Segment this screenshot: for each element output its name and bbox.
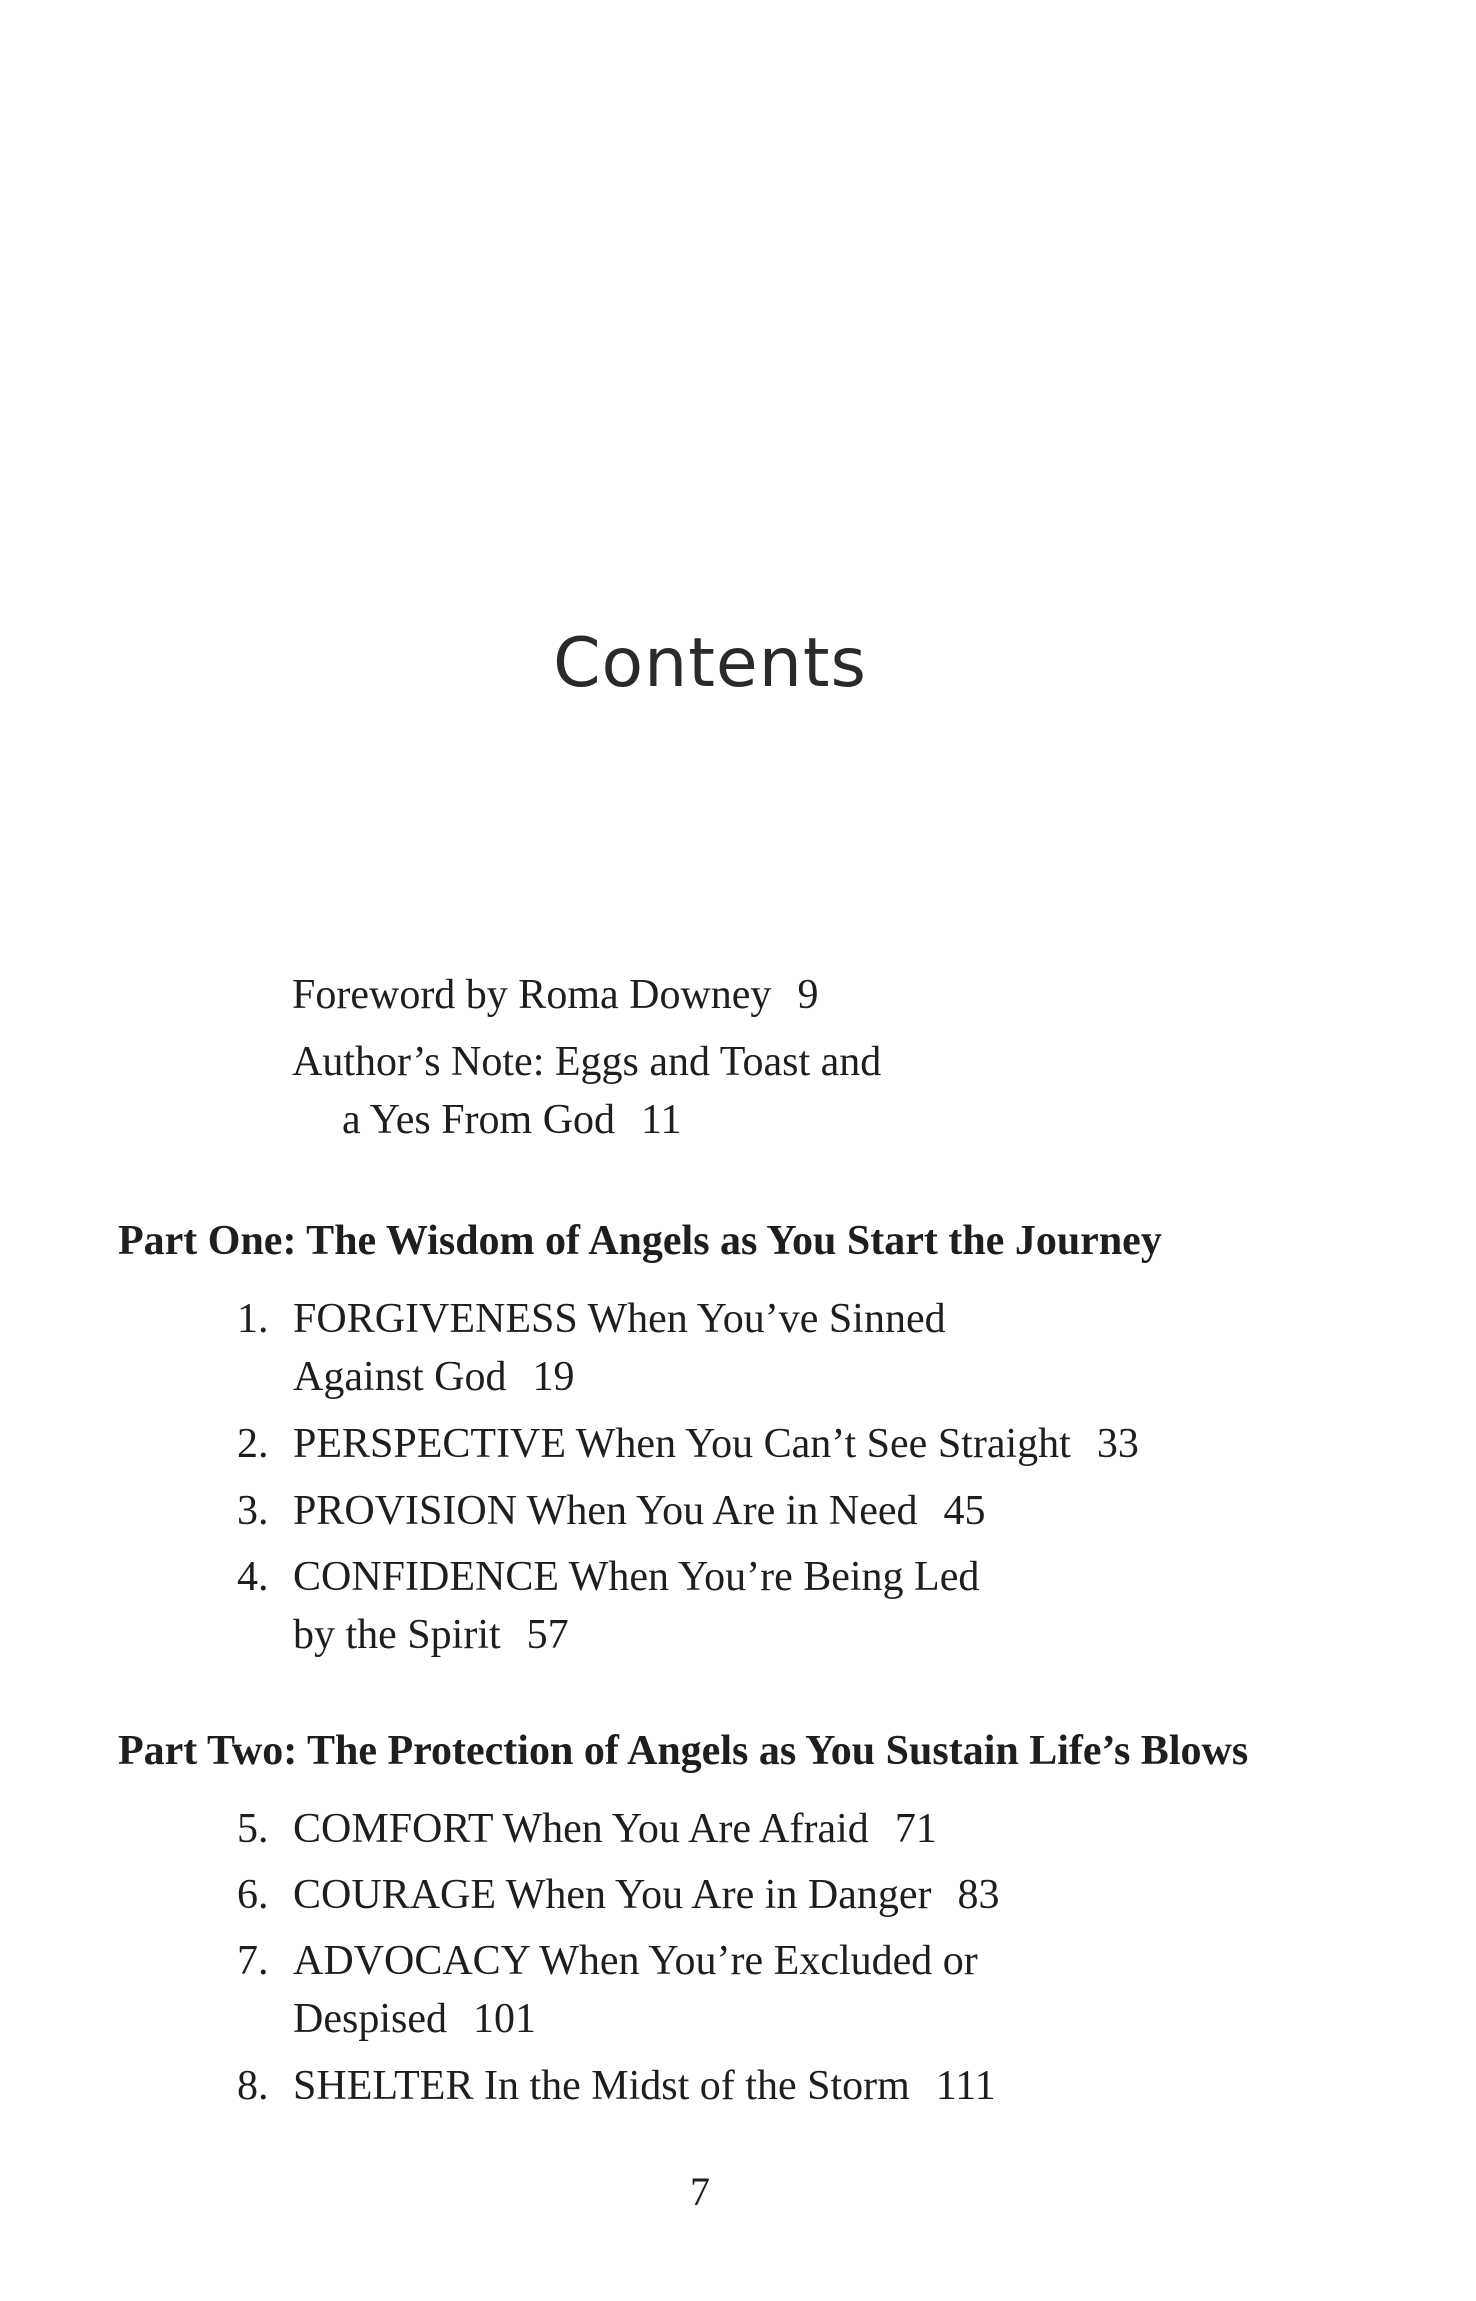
chapter-number: 8. <box>237 2063 269 2109</box>
entry-page-number: 83 <box>957 1872 1000 1918</box>
toc-entry-authors-note-continued[interactable] <box>342 1091 682 1149</box>
toc-entry-chapter-2[interactable] <box>237 1415 1139 1473</box>
toc-entry-authors-note[interactable] <box>292 1033 881 1091</box>
chapter-number: 2. <box>237 1421 269 1467</box>
entry-page-number: 33 <box>1096 1421 1139 1467</box>
entry-page-number: 111 <box>935 2063 996 2109</box>
part-heading-one: Part One: The Wisdom of Angels as You Start the Journey <box>118 1218 1162 1264</box>
toc-entry-chapter-8[interactable] <box>237 2057 996 2115</box>
entry-title: COMFORT When You Are Afraid <box>293 1806 869 1852</box>
entry-title-continued: Despised <box>293 1996 447 2042</box>
page-title: Contents <box>553 624 867 703</box>
entry-title: COURAGE When You Are in Danger <box>293 1872 932 1918</box>
part-heading-two: Part Two: The Protection of Angels as You Sustain Life’s Blows <box>118 1728 1249 1774</box>
chapter-number: 3. <box>237 1488 269 1534</box>
entry-title: Foreword by Roma Downey <box>292 972 772 1018</box>
toc-entry-chapter-3[interactable] <box>237 1482 986 1540</box>
entry-title: FORGIVENESS When You’ve Sinned <box>293 1296 946 1342</box>
entry-title: PERSPECTIVE When You Can’t See Straight <box>293 1421 1071 1467</box>
entry-page-number: 71 <box>894 1806 937 1852</box>
chapter-number: 6. <box>237 1872 269 1918</box>
entry-title-continued: by the Spirit <box>293 1612 501 1658</box>
toc-entry-chapter-5[interactable] <box>237 1800 937 1858</box>
toc-entry-chapter-7-continued[interactable] <box>293 1990 536 2048</box>
entry-title: Author’s Note: Eggs and Toast and <box>292 1039 882 1085</box>
toc-entry-chapter-6[interactable] <box>237 1866 1000 1924</box>
toc-entry-chapter-4-continued[interactable] <box>293 1606 569 1664</box>
entry-page-number: 101 <box>472 1996 536 2042</box>
toc-entry-chapter-1[interactable] <box>237 1290 946 1348</box>
entry-title-continued: Against God <box>293 1354 507 1400</box>
entry-title: PROVISION When You Are in Need <box>293 1488 918 1534</box>
entry-page-number: 9 <box>797 972 819 1018</box>
toc-entry-foreword[interactable] <box>292 966 818 1024</box>
toc-entry-chapter-4[interactable] <box>237 1548 979 1606</box>
chapter-number: 5. <box>237 1806 269 1852</box>
chapter-number: 7. <box>237 1938 269 1984</box>
entry-page-number: 57 <box>526 1612 569 1658</box>
chapter-number: 4. <box>237 1554 269 1600</box>
toc-entry-chapter-7[interactable] <box>237 1932 978 1990</box>
chapter-number: 1. <box>237 1296 269 1342</box>
entry-page-number: 19 <box>532 1354 575 1400</box>
entry-page-number: 11 <box>641 1097 682 1143</box>
entry-title-continued: a Yes From God <box>342 1097 616 1143</box>
entry-title: CONFIDENCE When You’re Being Led <box>293 1554 980 1600</box>
entry-title: ADVOCACY When You’re Excluded or <box>293 1938 978 1984</box>
page-number: 7 <box>690 2169 710 2214</box>
entry-title: SHELTER In the Midst of the Storm <box>293 2063 910 2109</box>
entry-page-number: 45 <box>943 1488 986 1534</box>
toc-entry-chapter-1-continued[interactable] <box>293 1348 575 1406</box>
